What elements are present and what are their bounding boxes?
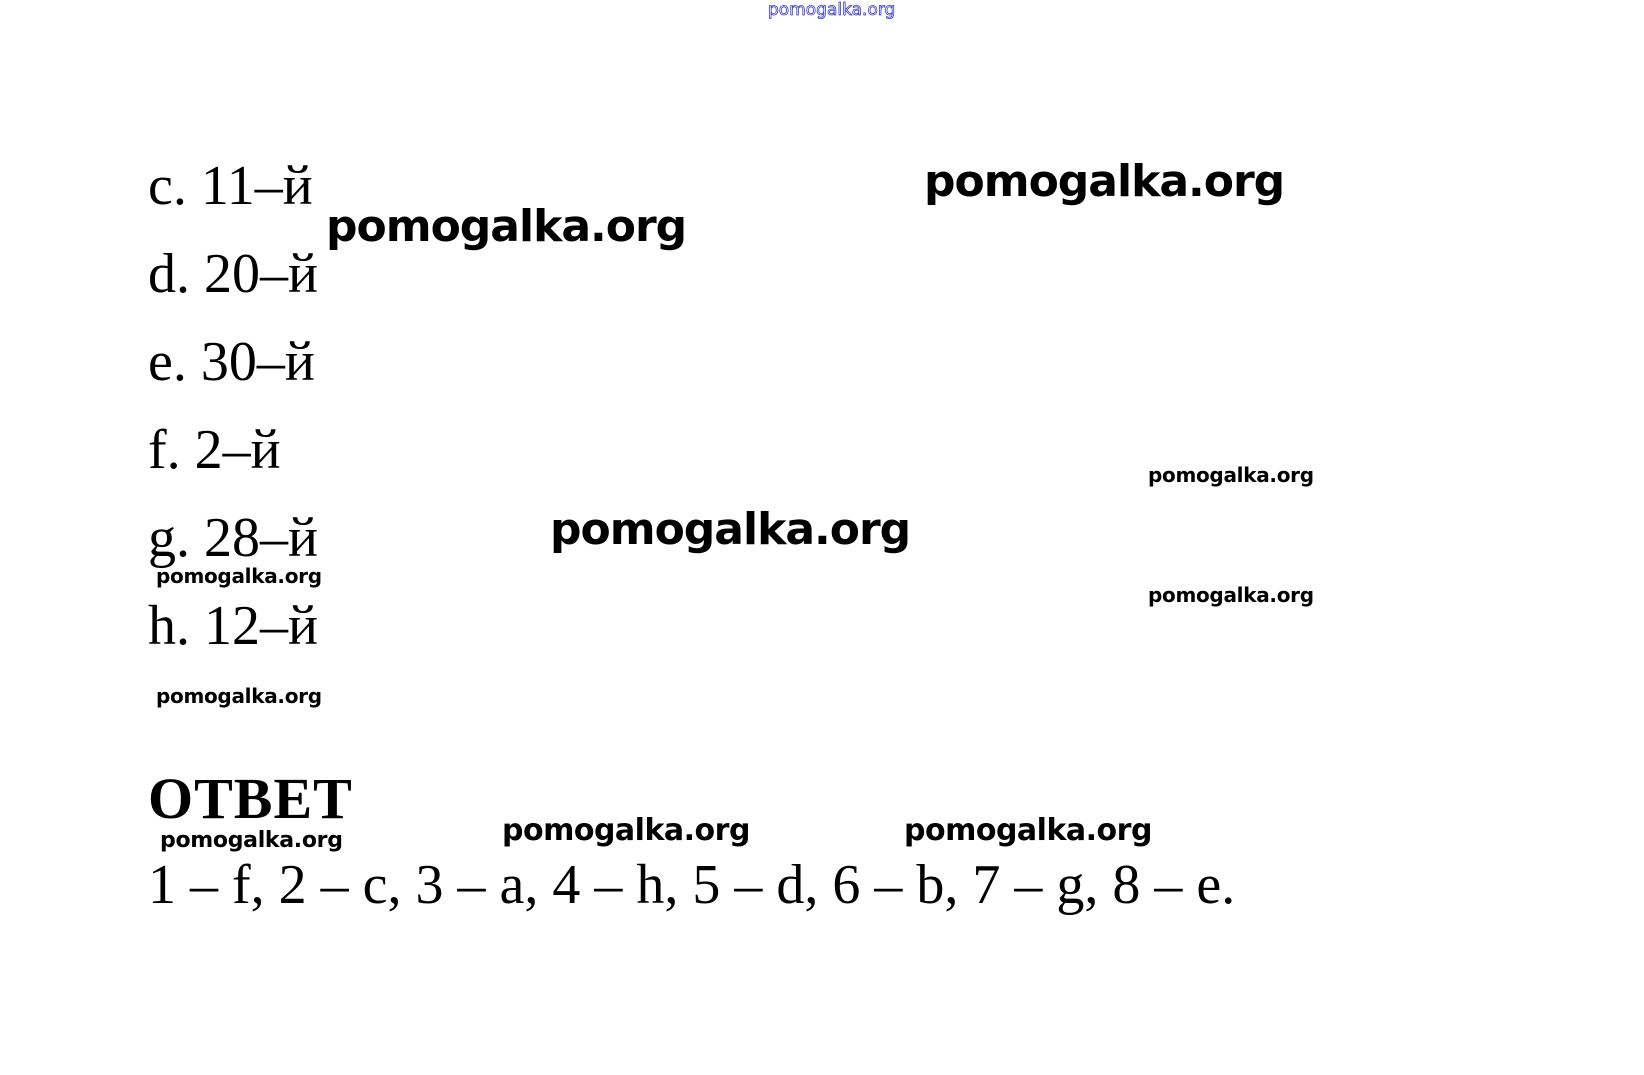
top-watermark: pomogalka.org [768,0,896,20]
item-g: g. 28–й [148,507,318,569]
watermark: pomogalka.org [904,813,1152,848]
answer-text: 1 – f, 2 – c, 3 – a, 4 – h, 5 – d, 6 – b, 7 – g, 8 – e. [148,854,1236,916]
item-h: h. 12–й [148,595,318,657]
watermark: pomogalka.org [1148,463,1314,487]
watermark: pomogalka.org [160,828,343,853]
watermark: pomogalka.org [156,684,322,708]
watermark: pomogalka.org [326,201,687,252]
watermark: pomogalka.org [502,813,750,848]
watermark: pomogalka.org [156,564,322,588]
watermark: pomogalka.org [1148,583,1314,607]
item-d: d. 20–й [148,243,318,305]
item-f: f. 2–й [148,419,281,481]
watermark: pomogalka.org [924,156,1285,207]
answer-heading: ОТВЕТ [148,766,353,831]
item-e: e. 30–й [148,331,315,393]
watermark: pomogalka.org [550,504,911,555]
item-c: c. 11–й [148,155,313,217]
